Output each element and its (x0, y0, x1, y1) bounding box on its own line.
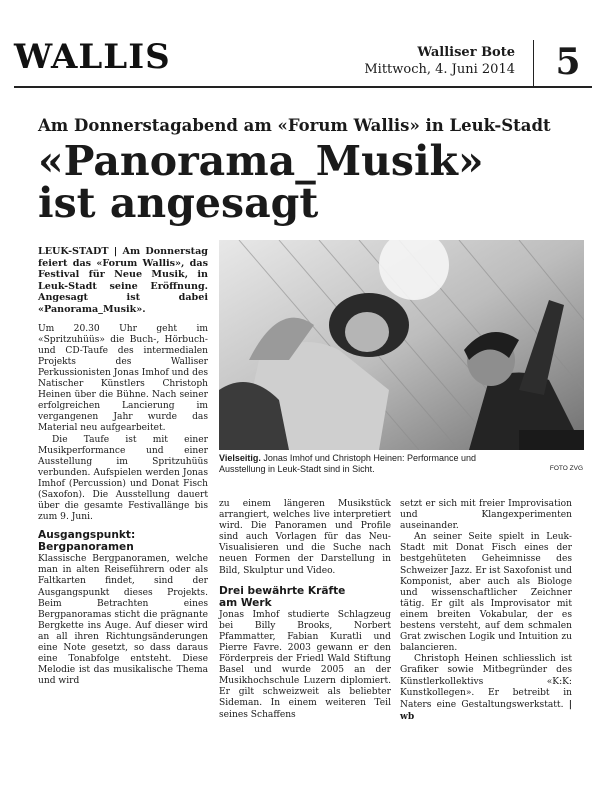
article-column-3 (400, 499, 572, 723)
article-headline (38, 137, 484, 227)
photo-credit: FOTO ZVG (549, 465, 583, 472)
photo-caption (219, 453, 524, 475)
newspaper-name: Walliser Bote (417, 45, 515, 60)
issue-date: Mittwoch, 4. Juni 2014 (364, 62, 515, 77)
author-signature: | wb (400, 698, 572, 722)
headline-line-2: ist angesagt (38, 179, 319, 227)
section-title: WALLIS (14, 37, 171, 77)
article-photo (219, 240, 584, 450)
body-paragraph: An seiner Seite spielt in Leuk-Stadt mit Donat Fisch eines der bestgehüteten Geheimnisse des Schweizer Jazz. Er ist Saxofonist und Komponist, aber auch als Biologe und wissenschaftlicher Zeichner tätig. Er gilt als Improvisator mit einem breiten Vokabular, der es bestens versteht, auf dem schmalen Grat zwischen Logik und Intuition zu balancieren. (400, 532, 572, 654)
article-column-2 (219, 499, 391, 721)
body-paragraph (400, 654, 572, 723)
body-paragraph: zu einem längeren Musikstück arrangiert, welches live interpretiert wird. Die Panoramen und Profile sind auch Vorlagen für das Neu-Visualisieren und die Suche nach neuen Formen der Darstellung in Bild, Skulptur und Video. (219, 499, 391, 576)
body-paragraph: Klassische Bergpanoramen, welche man in alten Reiseführern oder als Faltkarten findet, sind der Ausgangspunkt dieses Projekts. Beim Betrachten eines Bergpanoramas sticht die prägnante Bergkette ins Auge. Auf dieser wird an all ihren Richtungsänderungen eine Note gesetzt, so dass daraus eine Tonabfolge entsteht. Diese Melodie ist das musikalische Thema und wird (38, 554, 208, 687)
closing-text: Christoph Heinen schliesslich ist Grafiker sowie Mitbegründer des Künstlerkollektivs «K:K: Kunstkollegen». Er betreibt in Naters eine Gestaltungswerkstatt. (400, 654, 572, 710)
subheading-line: Bergpanoramen (38, 541, 134, 554)
subheading (219, 585, 391, 609)
article-kicker: Am Donnerstagabend am «Forum Wallis» in Leuk-Stadt (38, 116, 551, 135)
masthead-divider (533, 40, 534, 86)
subheading-line: Drei bewährte Kräfte (219, 584, 346, 597)
photo-image (219, 240, 584, 450)
caption-lead: Vielseitig. (219, 453, 261, 463)
subheading (38, 529, 208, 553)
masthead-rule (14, 86, 592, 88)
body-paragraph: Jonas Imhof studierte Schlagzeug bei Billy Brooks, Norbert Pfammatter, Fabian Kuratli und Pierre Favre. 2003 gewann er den Förderpreis der Friedl Wald Stiftung Basel und wurde 2005 an der Musikhochschule Luzern diplomiert. Er gilt schweizweit als beliebter Sideman. In einem weiteren Teil seines Schaffens (219, 609, 391, 720)
article-lead: LEUK-STADT | Am Donnerstag feiert das «Forum Wallis», das Festival für Neue Musik, in Leuk-Stadt seine Eröffnung. Angesagt ist dabei «Panorama_Musik». (38, 246, 208, 315)
body-paragraph: Um 20.30 Uhr geht im «Spritzuhüüs» die Buch-, Hörbuch- und CD-Taufe des intermedialen Projekts des Walliser Perkussionisten Jonas Imhof und des Natischer Künstlers Christoph Heinen über die Bühne. Nach seiner erfolgreichen Lancierung im vergangenen Jahr wurde das Material neu aufgearbeitet. (38, 323, 208, 434)
body-paragraph: Die Taufe ist mit einer Musikperformance und einer Ausstellung im Spritzuhüüs verbunden. Aufspielen werden Jonas Imhof (Percussion) und Donat Fisch (Saxofon). Die Ausstellung dauert über die gesamte Festivallänge bis zum 9. Juni. (38, 434, 208, 523)
page-number: 5 (555, 41, 581, 83)
caption-text: Jonas Imhof und Christoph Heinen: Performance und Ausstellung in Leuk-Stadt sind in Sicht. (219, 453, 476, 474)
subheading-line: Ausgangspunkt: (38, 529, 136, 542)
body-paragraph: setzt er sich mit freier Improvisation und Klangexperimenten auseinander. (400, 499, 572, 532)
headline-line-1: «Panorama_Musik» (38, 137, 484, 185)
article-column-1 (38, 246, 208, 687)
subheading-line: am Werk (219, 596, 272, 609)
